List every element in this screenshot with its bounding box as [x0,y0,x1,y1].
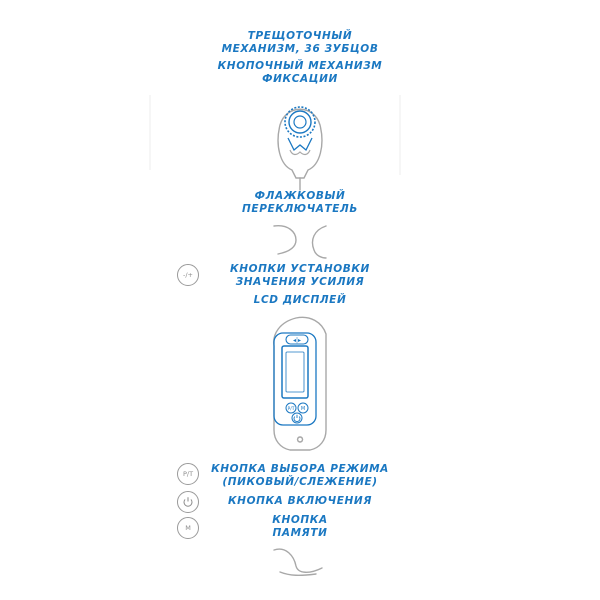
memory-button-icon: M [177,517,199,539]
display-panel [274,333,316,425]
mode-button-label-line1: КНОПКА ВЫБОРА РЕЖИМА [211,463,389,475]
memory-button-label-line1: КНОПКА [272,514,328,526]
switch-label [150,190,450,216]
set-buttons-icon: -/+ [177,264,199,286]
power-button-label-line1: КНОПКА ВКЛЮЧЕНИЯ [228,495,372,507]
mode-button-label [150,463,450,489]
memory-button-label-line2: ПАМЯТИ [272,527,328,539]
ratchet-gear [285,107,315,154]
ratchet-label [150,30,450,56]
bottom-grip [274,549,322,575]
ratchet-label-line1: ТРЕЩОТОЧНЫЙ [247,30,353,42]
mode-button-label-line2: (ПИКОВЫЙ/СЛЕЖЕНИЕ) [222,476,378,488]
set-buttons-label [150,263,450,289]
switch-label-line1: ФЛАЖКОВЫЙ [254,190,346,202]
power-button-label [150,495,450,508]
lock-label [150,60,450,86]
switch-label-line2: ПЕРЕКЛЮЧАТЕЛЬ [242,203,358,215]
memory-button-label [150,514,450,540]
set-buttons-label-line1: КНОПКИ УСТАНОВКИ [230,263,370,275]
ratchet-label-line2: МЕХАНИЗМ, 36 ЗУБЦОВ [221,43,379,55]
set-buttons-label-line2: ЗНАЧЕНИЯ УСИЛИЯ [235,276,365,288]
svg-text:P/T: P/T [287,407,295,412]
svg-text:◂|▸: ◂|▸ [292,337,302,344]
switch-neck [274,226,326,258]
lock-label-line2: ФИКСАЦИИ [262,73,338,85]
lcd-label [150,294,450,307]
frame-hint [150,95,400,175]
lock-label-line1: КНОПОЧНЫЙ МЕХАНИЗМ [217,60,383,72]
lcd-label-line1: LCD ДИСПЛЕЙ [253,294,347,306]
mode-button-icon: P/T [177,463,199,485]
svg-text:M: M [300,406,306,412]
